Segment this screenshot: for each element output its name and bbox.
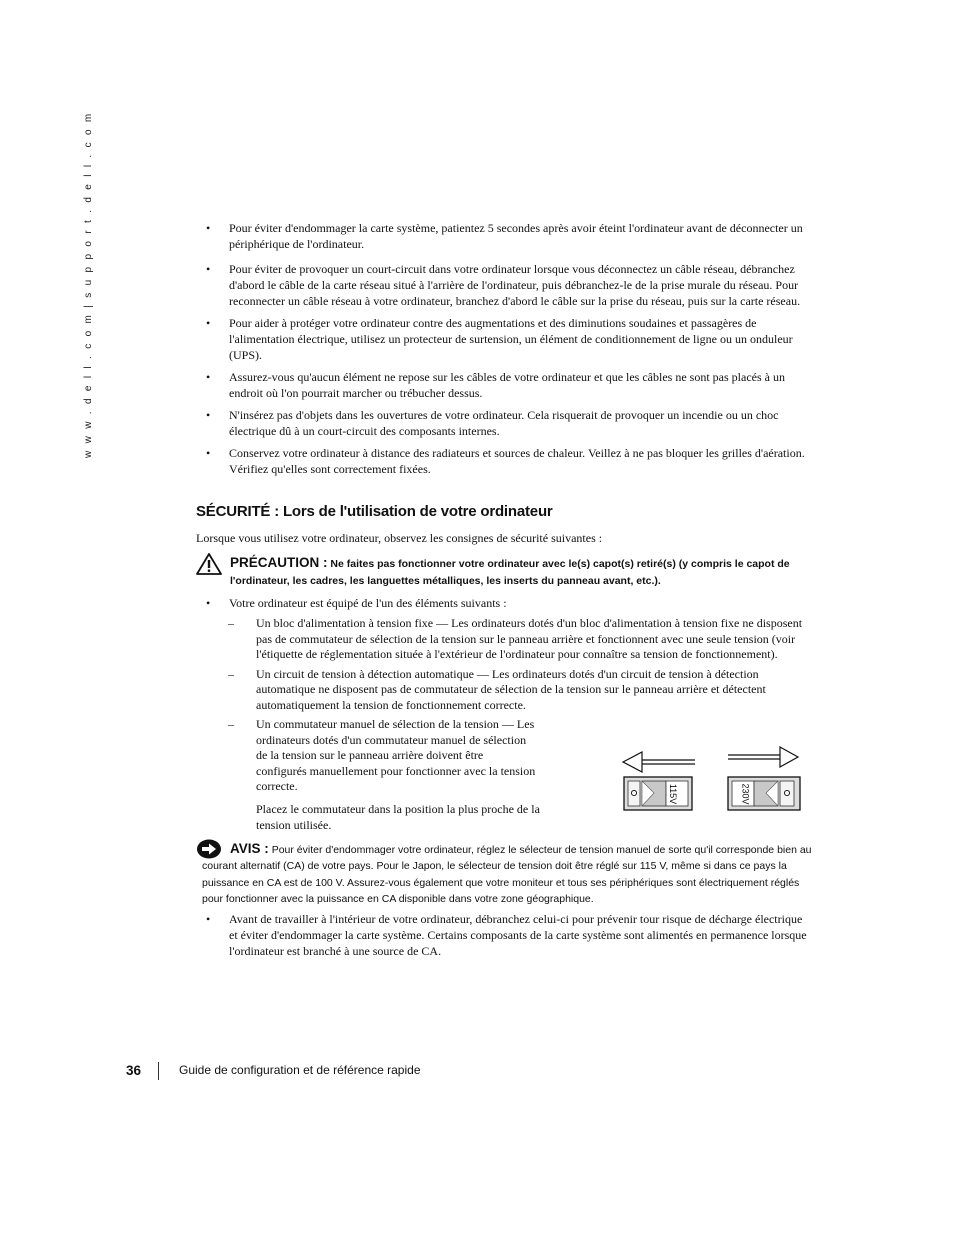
power-bullet-list <box>205 595 813 611</box>
list-item: • Pour éviter d'endommager la carte système, patientez 5 secondes après avoir éteint l'ordinateur avant de déconnecter un périphérique de l'ordinateur. <box>206 221 803 251</box>
caution-text: Ne faites pas fonctionner votre ordinateur avec le(s) capot(s) retiré(s) (y compris le capot de l'ordinateur, les cadres, les languettes métalliques, les inserts du panneau avant, etc.). <box>230 558 790 587</box>
voltage-label-115: 115V <box>668 783 679 805</box>
switch-instruction: Placez le commutateur dans la position la plus proche de la tension utilisée. <box>256 802 540 832</box>
list-item: • Assurez-vous qu'aucun élément ne repose sur les câbles de votre ordinateur et que les câbles ne sont pas placés à un endroit où l'on pourrait marcher ou trébucher dessus. <box>206 370 785 400</box>
footer-title: Guide de configuration et de référence rapide <box>179 1063 421 1077</box>
notice-avis <box>202 841 819 907</box>
list-item: • Avant de travailler à l'intérieur de votre ordinateur, débranchez celui-ci pour prévenir tour risque de décharge électrique et éviter d'endommager la carte système. Certains composants de la carte système sont alimentés en permanence lorsque l'ordinateur est branché à une source de CA. <box>206 912 807 958</box>
list-item: – Un bloc d'alimentation à tension fixe — Les ordinateurs dotés d'un bloc d'alimentation à tension fixe ne disposent pas de commutateur de sélection de la tension sur le panneau arrière et fonctionnent avec une seule tension (voir l'étiquette de réglementation située à l'extérieur de l'ordinateur pour connaître sa tension de fonctionnement). <box>228 616 803 661</box>
top-bullet-list <box>205 220 813 477</box>
notice-text: Pour éviter d'endommager votre ordinateur, réglez le sélecteur de tension manuel de sorte qu'il corresponde bien au courant alternatif (CA) de votre pays. Pour le Japon, le sélecteur de tension doit être réglé sur 115 V, même si dans ce pays la puissance en CA est de 100 V. Assurez-vous également que votre moniteur et tous ses périphériques sont électriquement réglés pour fonctionner avec la puissance en CA disponible dans votre zone géographique. <box>202 844 812 905</box>
list-item: – Un commutateur manuel de sélection de la tension — Les ordinateurs dotés d'un commutateur manuel de sélection de la tension sur le panneau arrière doivent être configurés manuellement pour fonctionner avec la tension correcte. <box>228 717 536 793</box>
voltage-label-230: 230V <box>740 783 751 805</box>
sidebar-url: w w w . d e l l . c o m | s u p p o r t . d e l l . c o m <box>83 111 94 458</box>
footer-divider <box>158 1062 159 1080</box>
page-number: 36 <box>126 1063 142 1078</box>
list-item: • Conservez votre ordinateur à distance des radiateurs et sources de chaleur. Veillez à ne pas bloquer les grilles d'aération. Vérifiez qu'elles sont correctement fixées. <box>206 446 805 476</box>
caution-label: PRÉCAUTION : <box>230 555 328 570</box>
list-item: – Un circuit de tension à détection automatique — Les ordinateurs dotés d'un circuit de tension à détection automatique ne disposent pas de commutateur de sélection de la tension sur le panneau arrière et détectent automatiquement la tension de fonctionnement correcte. <box>228 666 766 712</box>
list-item: • Votre ordinateur est équipé de l'un des éléments suivants : <box>206 596 507 610</box>
list-item: • Pour aider à protéger votre ordinateur contre des augmentations et des diminutions soudaines et passagères de l'alimentation électrique, utilisez un protecteur de surtension, un élément de conditionnement de ligne ou un onduleur (UPS). <box>206 316 793 362</box>
section-intro: Lorsque vous utilisez votre ordinateur, observez les consignes de sécurité suivantes : <box>196 531 603 545</box>
list-item: • Pour éviter de provoquer un court-circuit dans votre ordinateur lorsque vous déconnectez un câble réseau, débranchez d'abord le câble de la carte réseau situé à l'arrière de l'ordinateur, puis débranchez-le de la prise murale du réseau. Pour reconnecter un câble réseau à votre ordinateur, branchez d'abord le câble sur la prise du réseau, puis sur la carte réseau. <box>206 262 801 308</box>
section-heading: SÉCURITÉ : Lors de l'utilisation de votre ordinateur <box>196 503 553 520</box>
voltage-switch-illustration <box>620 745 805 815</box>
notice-label: AVIS : <box>230 841 269 856</box>
final-bullet-list <box>205 911 813 959</box>
caution-notice <box>230 555 838 589</box>
list-item: • N'insérez pas d'objets dans les ouvertures de votre ordinateur. Cela risquerait de provoquer un incendie ou un choc électrique dû à un court-circuit des composants internes. <box>206 408 779 438</box>
caution-triangle-icon <box>196 553 222 575</box>
